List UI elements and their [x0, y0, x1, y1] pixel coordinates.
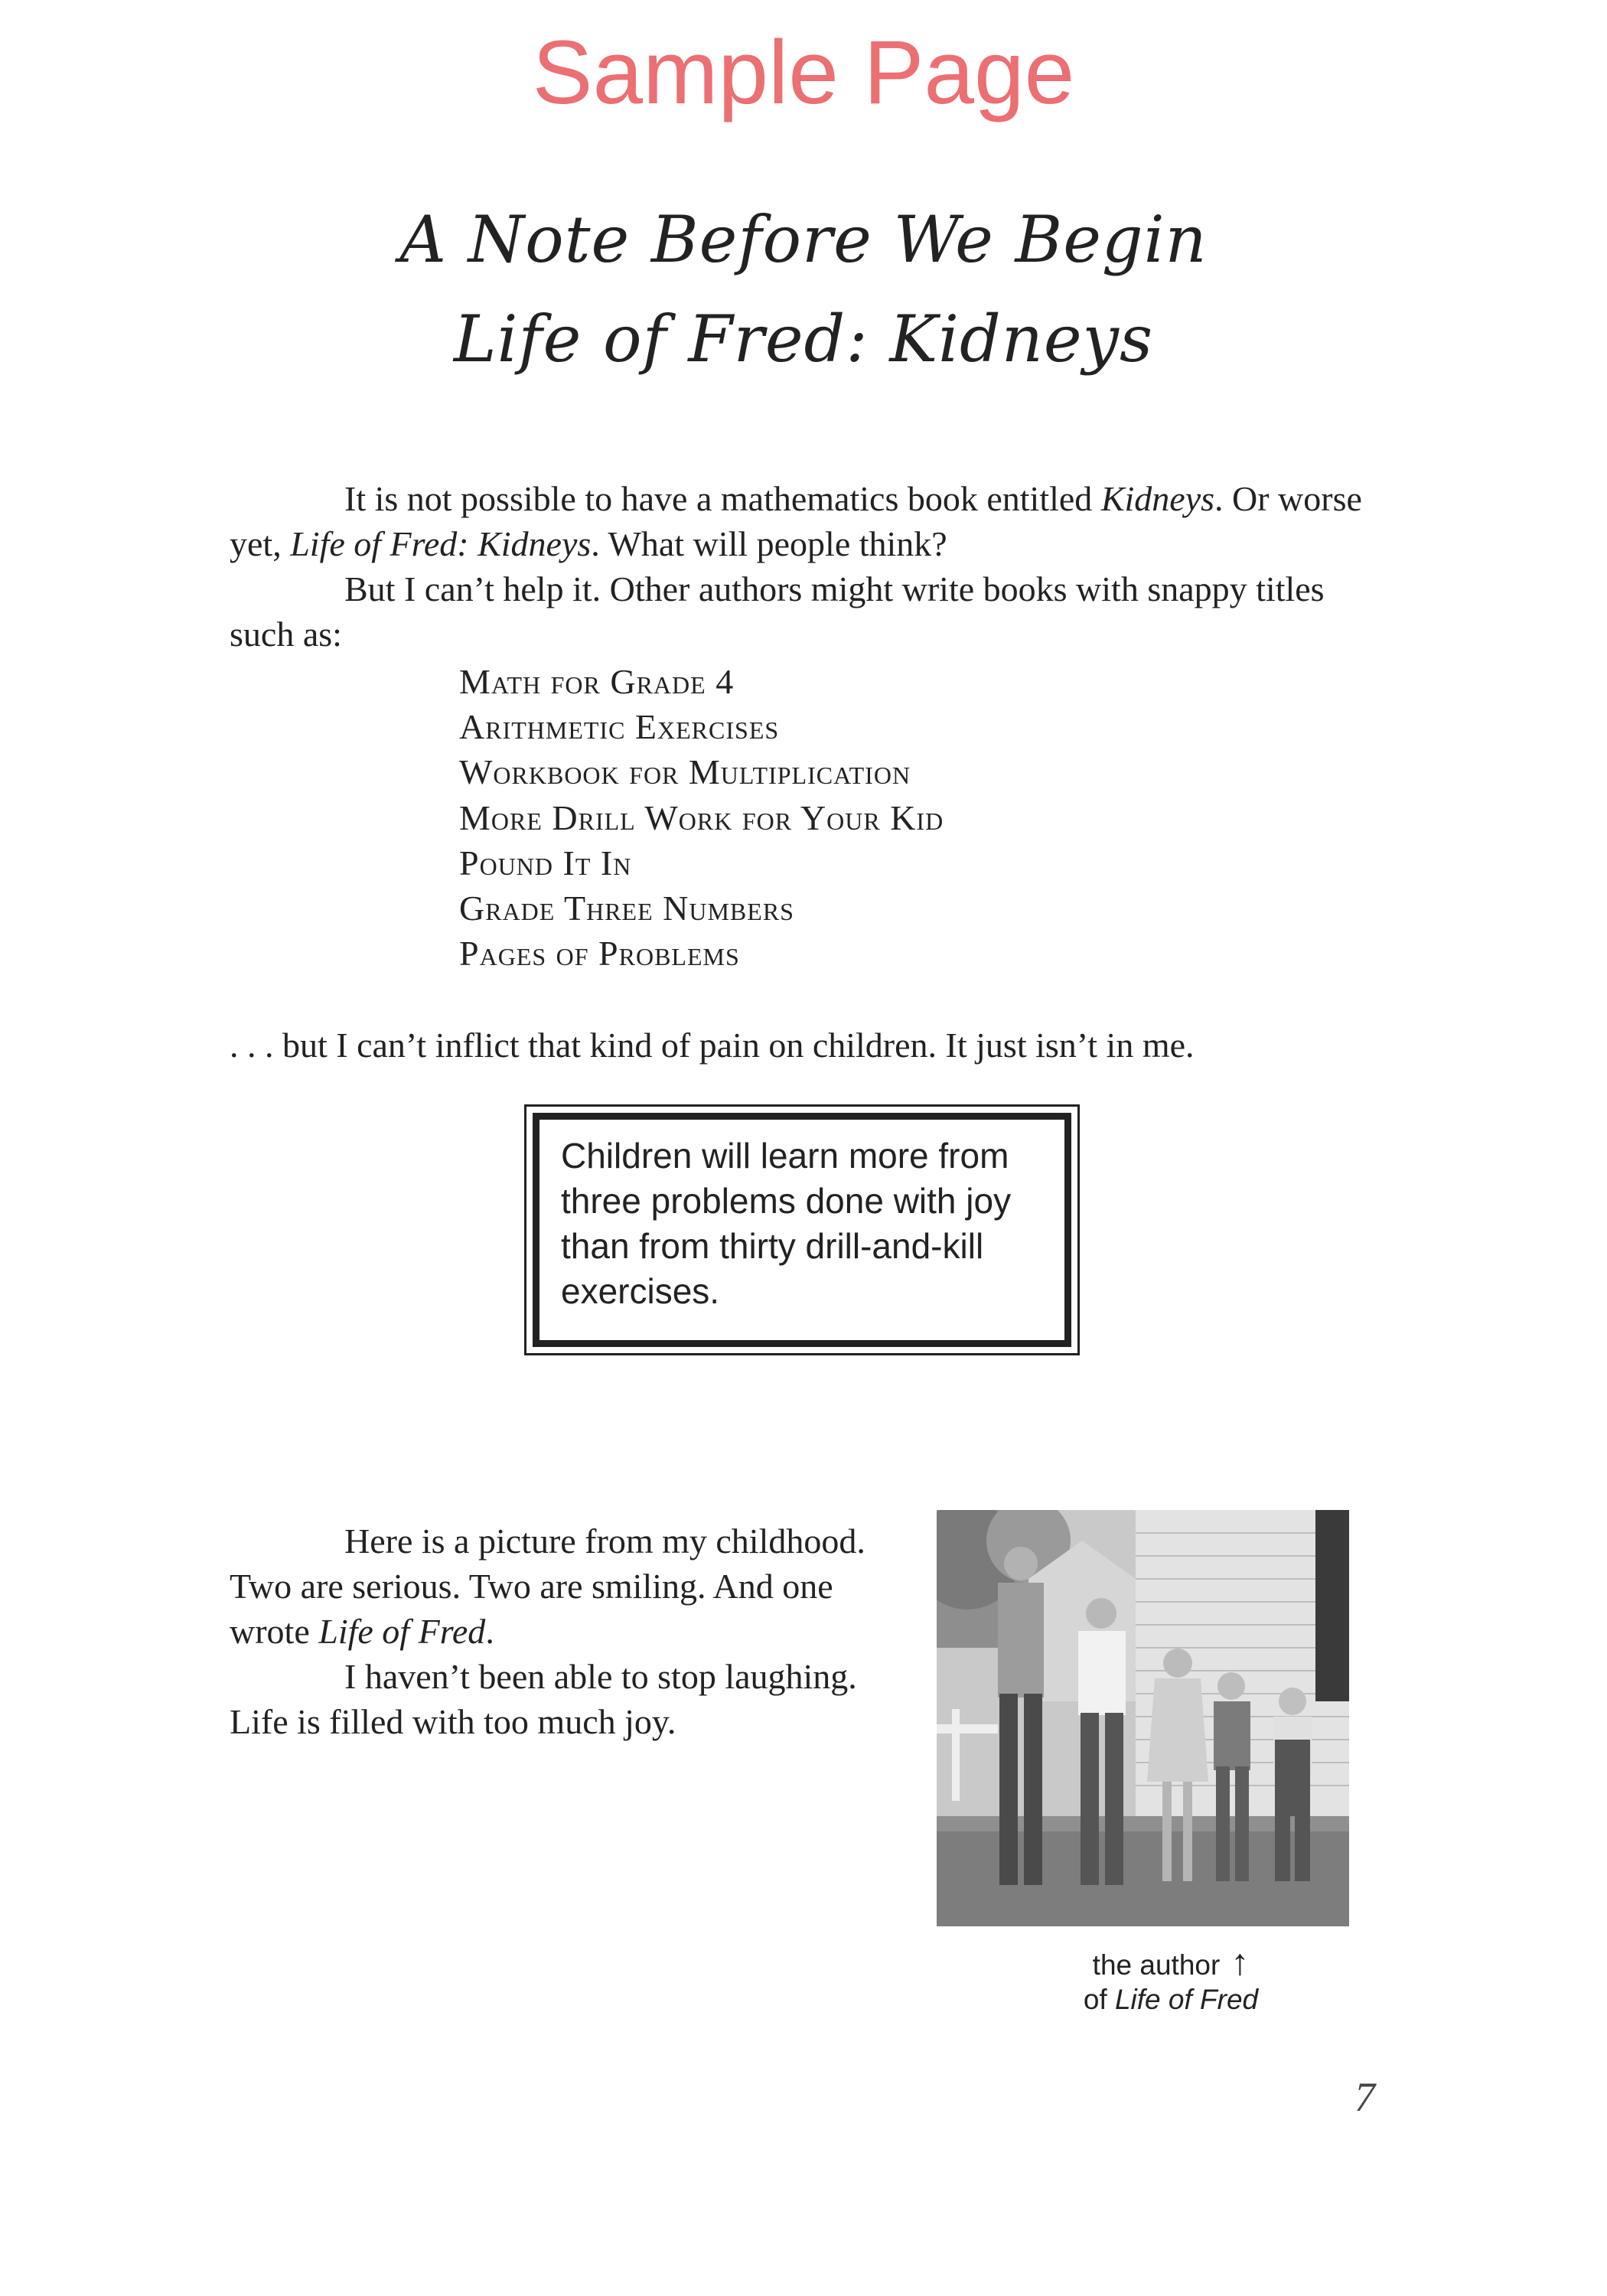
sample-page-watermark: Sample Page: [532, 22, 1075, 123]
intro-p1-text-a: It is not possible to have a mathematics book entitled: [344, 479, 1101, 518]
snappy-title-item: More Drill Work for Your Kid: [459, 797, 944, 837]
childhood-paragraph-2: [230, 1654, 918, 1744]
childhood-p2-text: I haven’t been able to stop laughing. Life is filled with too much joy.: [230, 1657, 857, 1741]
caption-the-author: the author: [1092, 1949, 1221, 1981]
intro-p1-text-c: . What will people think?: [591, 524, 947, 563]
intro-paragraph-1: [230, 476, 1362, 566]
childhood-paragraph-1: [230, 1518, 918, 1654]
childhood-photo: [937, 1510, 1349, 1926]
intro-p1-italic-kidneys: Kidneys: [1100, 479, 1215, 518]
page-number: 7: [1354, 2074, 1375, 2120]
heading-line-1: A Note Before We Begin: [399, 202, 1208, 277]
snappy-title-item: Math for Grade 4: [459, 662, 735, 701]
snappy-titles-list: [459, 659, 944, 976]
childhood-p1-italic: Life of Fred: [318, 1612, 486, 1651]
snappy-title-item: Pound It In: [459, 843, 632, 882]
snappy-title-item: Pages of Problems: [459, 934, 740, 974]
snappy-title-item: Arithmetic Exercises: [459, 707, 780, 747]
caption-of: of: [1083, 1984, 1115, 2015]
snappy-title-item: Workbook for Multiplication: [459, 752, 911, 792]
boxed-quote-frame: [524, 1104, 1080, 1355]
caption-book-title: Life of Fred: [1114, 1984, 1259, 2015]
intro-paragraph-2: [230, 566, 1362, 657]
intro-p2-text: But I can’t help it. Other authors might write books with snappy titles such as:: [230, 569, 1325, 654]
pain-line: . . . but I can’t inflict that kind of pain on children. It just isn’t in me.: [230, 1026, 1195, 1065]
snappy-title-item: Grade Three Numbers: [459, 888, 794, 928]
intro-p1-text-b: . Or worse yet,: [230, 479, 1362, 563]
childhood-p1-text-b: .: [485, 1612, 494, 1651]
heading-line-2: Life of Fred: Kidneys: [453, 302, 1154, 377]
photo-caption-line-2: [995, 1981, 1347, 2018]
photo-caption-line-1: [995, 1942, 1347, 1984]
childhood-p1-text-a: Here is a picture from my childhood. Two are serious. Two are smiling. And one wrote: [230, 1521, 865, 1651]
arrow-up-icon: ↑: [1231, 1942, 1250, 1983]
boxed-quote: Children will learn more from three problems done with joy than from thirty drill-and-kill exercises.: [533, 1113, 1071, 1347]
childhood-photo-illustration: [937, 1510, 1349, 1926]
intro-p1-italic-title: Life of Fred: Kidneys: [290, 524, 592, 563]
